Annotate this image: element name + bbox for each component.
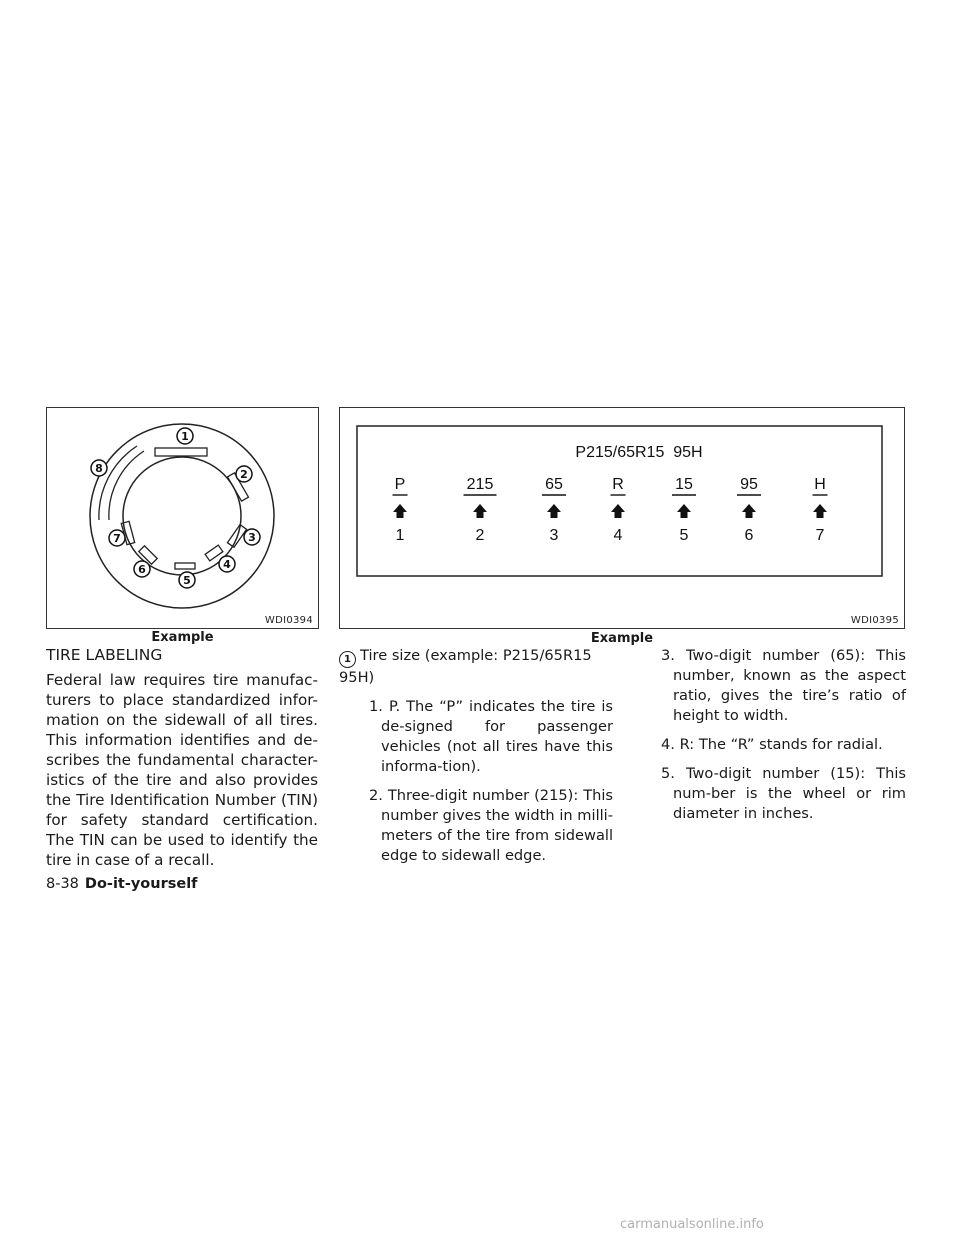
tire-size-title bbox=[339, 646, 613, 688]
figure-code: WDI0395 bbox=[850, 615, 899, 626]
tire-size-part-3 bbox=[542, 476, 566, 544]
part-number: 5 bbox=[679, 527, 689, 544]
tire-size-list-left bbox=[339, 646, 613, 866]
svg-text:3: 3 bbox=[248, 531, 256, 544]
list-item bbox=[631, 735, 906, 755]
list-item-text: Two-digit number (15): This num-ber is the wheel or rim diameter in inches. bbox=[673, 765, 907, 822]
svg-text:2: 2 bbox=[240, 468, 248, 481]
page-footer bbox=[46, 876, 198, 892]
svg-text:5: 5 bbox=[183, 574, 191, 587]
part-number: 4 bbox=[613, 527, 623, 544]
tire-size-part-2 bbox=[464, 476, 497, 544]
page-number: 8-38 bbox=[46, 876, 79, 892]
figure-caption: Example bbox=[151, 630, 214, 645]
intro-paragraph: Federal law requires tire manufac-turers to place standardized infor-mation on the sidewall of all tires. This information identifies and de-scribes the fundamental character-istics of the tire and also provides the Tire Identification Number (TIN) for safety standard certification. The TIN can be used to identify the tire in case of a recall. bbox=[46, 671, 318, 869]
up-arrow-icon bbox=[547, 504, 561, 518]
part-label: 215 bbox=[466, 476, 494, 493]
svg-text:4: 4 bbox=[223, 558, 231, 571]
tire-size-list-right bbox=[631, 646, 906, 824]
part-label: R bbox=[612, 476, 624, 493]
list-item bbox=[631, 764, 906, 824]
part-number: 2 bbox=[475, 527, 485, 544]
up-arrow-icon bbox=[611, 504, 625, 518]
list-item-number: 1. bbox=[369, 698, 383, 715]
tire-size-label: P215/65R15 95H bbox=[575, 444, 703, 461]
list-item-text: Two-digit number (65): This number, known as the aspect ratio, gives the tire’s ratio of height to width. bbox=[673, 647, 907, 724]
list-item-number: 4. bbox=[661, 736, 675, 753]
callout-5 bbox=[179, 572, 195, 588]
up-arrow-icon bbox=[473, 504, 487, 518]
part-label: 15 bbox=[675, 476, 693, 493]
list-item-number: 5. bbox=[661, 765, 675, 782]
list-item-number: 2. bbox=[369, 787, 383, 804]
section-name: Do-it-yourself bbox=[84, 876, 198, 892]
part-number: 6 bbox=[744, 527, 754, 544]
tire-sidewall-diagram bbox=[47, 408, 318, 628]
callout-1 bbox=[177, 428, 193, 444]
up-arrow-icon bbox=[742, 504, 756, 518]
callout-7 bbox=[109, 530, 125, 546]
svg-text:1: 1 bbox=[181, 430, 189, 443]
list-item bbox=[339, 786, 613, 866]
callout-6 bbox=[134, 561, 150, 577]
callout-3 bbox=[244, 529, 260, 545]
list-item-text: R: The “R” stands for radial. bbox=[679, 736, 883, 753]
figure-code: WDI0394 bbox=[264, 615, 313, 626]
svg-text:6: 6 bbox=[138, 563, 146, 576]
tire-size-part-5 bbox=[672, 476, 696, 544]
tire-size-title-text: Tire size (example: P215/65R15 95H) bbox=[339, 647, 592, 686]
up-arrow-icon bbox=[677, 504, 691, 518]
tire-size-figure bbox=[339, 407, 905, 629]
tire-size-part-1 bbox=[393, 476, 408, 544]
part-number: 7 bbox=[815, 527, 825, 544]
up-arrow-icon bbox=[393, 504, 407, 518]
up-arrow-icon bbox=[813, 504, 827, 518]
tire-size-part-4 bbox=[611, 476, 626, 544]
tire-sidewall-figure bbox=[46, 407, 319, 629]
callout-2 bbox=[236, 466, 252, 482]
callout-1-icon: 1 bbox=[339, 651, 356, 668]
tire-size-part-7 bbox=[813, 476, 828, 544]
callout-8 bbox=[91, 460, 107, 476]
section-heading: TIRE LABELING bbox=[46, 646, 163, 664]
part-label: 95 bbox=[740, 476, 758, 493]
tire-size-part-6 bbox=[737, 476, 761, 544]
part-number: 1 bbox=[395, 527, 405, 544]
figure-caption: Example bbox=[590, 631, 654, 646]
list-item-text: Three-digit number (215): This number gives the width in milli-meters of the tire from sidewall edge to sidewall edge. bbox=[381, 787, 614, 864]
svg-text:8: 8 bbox=[95, 462, 103, 475]
part-label: H bbox=[814, 476, 826, 493]
list-item bbox=[631, 646, 906, 726]
part-label: 65 bbox=[545, 476, 563, 493]
tire-size-diagram bbox=[340, 408, 904, 628]
watermark: carmanualsonline.info bbox=[620, 1217, 764, 1232]
svg-text:7: 7 bbox=[113, 532, 121, 545]
list-item-text: P. The “P” indicates the tire is de-signed for passenger vehicles (not all tires have this informa-tion). bbox=[381, 698, 613, 775]
callout-4 bbox=[219, 556, 235, 572]
part-number: 3 bbox=[549, 527, 559, 544]
list-item bbox=[339, 697, 613, 777]
part-label: P bbox=[394, 476, 406, 493]
list-item-number: 3. bbox=[661, 647, 675, 664]
